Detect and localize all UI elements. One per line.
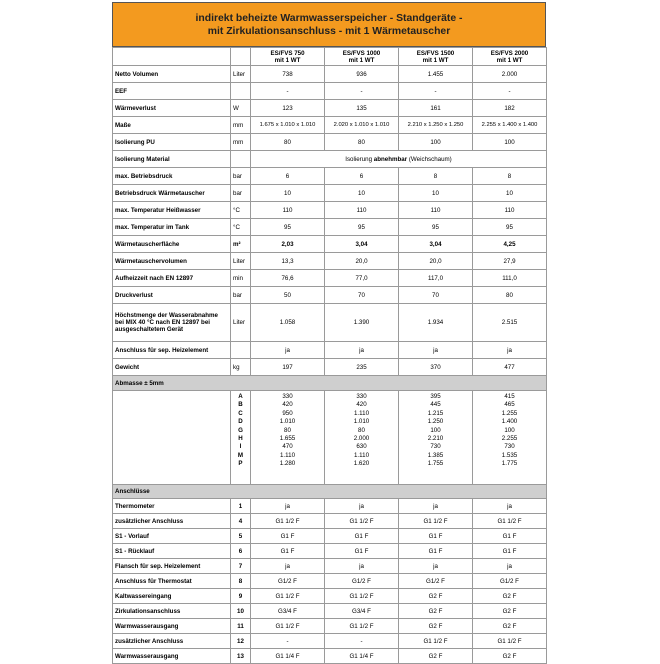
cell-value: G2 F: [473, 619, 547, 634]
cell-value: 235: [325, 359, 399, 376]
cell-value: 80: [325, 134, 399, 151]
cell-value: 2.255 x 1.400 x 1.400: [473, 117, 547, 134]
row-unit: bar: [231, 168, 251, 185]
cell-value: 80: [473, 287, 547, 304]
cell-value: ja: [251, 559, 325, 574]
cell-value: G2 F: [399, 604, 473, 619]
cell-value: G2 F: [473, 649, 547, 664]
model-name: ES/FVS 1000: [342, 49, 381, 57]
cell-value: 1.058: [251, 304, 325, 342]
model-header: [325, 48, 399, 66]
table-row: [113, 342, 547, 359]
cell-value: G2 F: [399, 619, 473, 634]
cell-value: 20,0: [325, 253, 399, 270]
cell-value: G2 F: [473, 604, 547, 619]
row-label: max. Betriebsdruck: [113, 168, 231, 185]
row-label: max. Temperatur im Tank: [113, 219, 231, 236]
row-label: zusätzlicher Anschluss: [113, 634, 231, 649]
table-row: [113, 619, 547, 634]
cell-value: G1 1/2 F: [325, 619, 399, 634]
blank-cell: [231, 48, 251, 66]
connection-number: 10: [231, 604, 251, 619]
cell-value: 738: [251, 66, 325, 83]
dimension-value: 80: [284, 426, 291, 434]
cell-value: 1.675 x 1.010 x 1.010: [251, 117, 325, 134]
cell-value: 100: [399, 134, 473, 151]
cell-value: 1.455: [399, 66, 473, 83]
dimension-letter: B: [238, 401, 243, 409]
section-header-connections: Anschlüsse: [113, 485, 547, 499]
cell-value: 4,25: [473, 236, 547, 253]
cell-value: G1 F: [399, 544, 473, 559]
row-label: Netto Volumen: [113, 66, 231, 83]
spec-sheet: [112, 2, 546, 660]
cell-value: -: [399, 83, 473, 100]
model-name: ES/FVS 1500: [416, 49, 455, 57]
spec-table: [112, 47, 547, 664]
section-header-row: [113, 485, 547, 499]
cell-value: G1 1/2 F: [325, 589, 399, 604]
row-label: Warmwasserausgang: [113, 619, 231, 634]
cell-value: ja: [473, 559, 547, 574]
cell-value: 100: [473, 134, 547, 151]
cell-value: 197: [251, 359, 325, 376]
table-row: [113, 151, 547, 168]
cell-value: 76,6: [251, 270, 325, 287]
dimension-letters: [231, 391, 251, 485]
table-row: [113, 117, 547, 134]
cell-value: 2.020 x 1.010 x 1.010: [325, 117, 399, 134]
dimension-letter: M: [237, 451, 244, 459]
dimension-value: 100: [504, 426, 515, 434]
row-label: S1 - Rücklauf: [113, 544, 231, 559]
insulation-bold: abnehmbar: [373, 155, 408, 163]
row-label: Maße: [113, 117, 231, 134]
cell-value: 110: [473, 202, 547, 219]
dimension-value: 1.010: [279, 418, 296, 426]
row-label: Betriebsdruck Wärmetauscher: [113, 185, 231, 202]
cell-value: 161: [399, 100, 473, 117]
table-row: [113, 499, 547, 514]
table-row: [113, 168, 547, 185]
table-row: [113, 202, 547, 219]
cell-value: G1 F: [325, 529, 399, 544]
table-row: [113, 649, 547, 664]
cell-value: -: [473, 83, 547, 100]
dimension-value: 80: [358, 426, 365, 434]
dimension-column: [399, 391, 473, 485]
row-unit: Liter: [231, 253, 251, 270]
table-row: [113, 634, 547, 649]
cell-value: G2 F: [399, 649, 473, 664]
cell-value: 13,3: [251, 253, 325, 270]
cell-value: ja: [251, 342, 325, 359]
cell-value: -: [325, 634, 399, 649]
cell-value: G1/2 F: [251, 574, 325, 589]
dimension-value: 1.110: [353, 451, 370, 459]
cell-value: G1 1/2 F: [473, 514, 547, 529]
connection-number: 7: [231, 559, 251, 574]
dimension-letter: D: [238, 418, 243, 426]
title-line-1: indirekt beheizte Warmwasserspeicher - Standgeräte -: [195, 12, 463, 24]
dimension-column: [325, 391, 399, 485]
model-name: ES/FVS 2000: [490, 49, 529, 57]
model-header: [251, 48, 325, 66]
row-unit: mm: [231, 134, 251, 151]
dimension-value: 395: [430, 393, 441, 400]
cell-value: G1 F: [325, 544, 399, 559]
cell-value: 3,04: [325, 236, 399, 253]
cell-value: 111,0: [473, 270, 547, 287]
row-label: Warmwasserausgang: [113, 649, 231, 664]
cell-value: 95: [473, 219, 547, 236]
dimension-value: 1.110: [279, 451, 296, 459]
cell-value: G1/2 F: [473, 574, 547, 589]
row-label: S1 - Vorlauf: [113, 529, 231, 544]
cell-value: G1 1/4 F: [251, 649, 325, 664]
row-unit: bar: [231, 287, 251, 304]
table-row: [113, 236, 547, 253]
cell-value: 3,04: [399, 236, 473, 253]
table-row: [113, 100, 547, 117]
dimension-value: 1.255: [501, 409, 518, 417]
row-label: Aufheizzeit nach EN 12897: [113, 270, 231, 287]
dimension-value: 1.655: [279, 434, 296, 442]
section-header-dimensions: Abmasse ± 5mm: [113, 376, 547, 391]
row-label: Wärmeverlust: [113, 100, 231, 117]
dimension-value: 1.010: [353, 418, 370, 426]
connection-number: 9: [231, 589, 251, 604]
connection-number: 8: [231, 574, 251, 589]
dimension-value: 330: [282, 393, 293, 400]
cell-value: G1 F: [251, 544, 325, 559]
cell-value: G1/2 F: [399, 574, 473, 589]
cell-value: G1 1/2 F: [325, 514, 399, 529]
cell-value: ja: [473, 342, 547, 359]
table-row: [113, 83, 547, 100]
table-row: [113, 287, 547, 304]
insulation-prefix: Isolierung: [345, 155, 374, 163]
cell-value: 70: [399, 287, 473, 304]
row-label: Wärmetauscherfläche: [113, 236, 231, 253]
dimension-value: 100: [430, 426, 441, 434]
insulation-suffix: (Weichschaum): [407, 155, 452, 163]
cell-value: 27,9: [473, 253, 547, 270]
blank-cell: [113, 48, 231, 66]
cell-value: -: [251, 83, 325, 100]
cell-value: -: [251, 634, 325, 649]
dimension-letter: H: [238, 434, 243, 442]
cell-value: 2.000: [473, 66, 547, 83]
cell-value: G1 1/2 F: [251, 589, 325, 604]
row-unit: W: [231, 100, 251, 117]
cell-value: 10: [325, 185, 399, 202]
cell-value: G1 1/4 F: [325, 649, 399, 664]
dimension-value: 465: [504, 401, 515, 409]
row-unit: bar: [231, 185, 251, 202]
connection-number: 1: [231, 499, 251, 514]
dimension-value: 1.775: [501, 460, 518, 468]
dimension-letter: I: [239, 443, 242, 451]
row-unit: °C: [231, 219, 251, 236]
section-header-row: [113, 376, 547, 391]
cell-value: 6: [251, 168, 325, 185]
cell-value: G1/2 F: [325, 574, 399, 589]
dimension-value: 415: [504, 393, 515, 400]
table-row: [113, 589, 547, 604]
table-row: [113, 219, 547, 236]
table-row: [113, 253, 547, 270]
row-label: Wärmetauschervolumen: [113, 253, 231, 270]
cell-value: G1 1/2 F: [473, 634, 547, 649]
cell-value: G1 1/2 F: [251, 514, 325, 529]
cell-value: ja: [399, 499, 473, 514]
cell-value: -: [325, 83, 399, 100]
connection-number: 4: [231, 514, 251, 529]
row-label: Höchstmenge der Wasserabnahme bei MIX 40 °C nach EN 12897 bei ausgeschaltetem Gerät: [113, 304, 231, 342]
insulation-note: [251, 151, 547, 168]
cell-value: ja: [251, 499, 325, 514]
cell-value: 77,0: [325, 270, 399, 287]
model-header: [399, 48, 473, 66]
cell-value: 477: [473, 359, 547, 376]
row-unit: [231, 83, 251, 100]
row-label: Gewicht: [113, 359, 231, 376]
cell-value: 2,03: [251, 236, 325, 253]
model-sub: mit 1 WT: [422, 56, 449, 64]
cell-value: ja: [399, 559, 473, 574]
cell-value: G1 1/2 F: [251, 619, 325, 634]
cell-value: 182: [473, 100, 547, 117]
row-label: zusätzlicher Anschluss: [113, 514, 231, 529]
cell-value: G1 F: [473, 529, 547, 544]
model-sub: mit 1 WT: [274, 56, 301, 64]
row-label: EEF: [113, 83, 231, 100]
cell-value: 936: [325, 66, 399, 83]
dimension-value: 420: [282, 401, 293, 409]
dimension-letter: P: [238, 460, 243, 468]
cell-value: G2 F: [473, 589, 547, 604]
cell-value: ja: [473, 499, 547, 514]
model-header: [473, 48, 547, 66]
table-row: [113, 185, 547, 202]
row-unit: m²: [231, 236, 251, 253]
cell-value: ja: [399, 342, 473, 359]
cell-value: G1 1/2 F: [399, 634, 473, 649]
row-label: Druckverlust: [113, 287, 231, 304]
table-row: [113, 544, 547, 559]
cell-value: G3/4 F: [325, 604, 399, 619]
row-label: Zirkulationsanschluss: [113, 604, 231, 619]
row-label: Isolierung PU: [113, 134, 231, 151]
dimension-value: 2.000: [353, 434, 370, 442]
cell-value: G2 F: [399, 589, 473, 604]
cell-value: 95: [251, 219, 325, 236]
model-sub: mit 1 WT: [348, 56, 375, 64]
dimension-value: 1.755: [427, 460, 444, 468]
connection-number: 11: [231, 619, 251, 634]
row-unit: [231, 342, 251, 359]
row-unit: kg: [231, 359, 251, 376]
cell-value: 1.934: [399, 304, 473, 342]
cell-value: 123: [251, 100, 325, 117]
model-header-row: [113, 48, 547, 66]
row-unit: min: [231, 270, 251, 287]
table-row: [113, 66, 547, 83]
connection-number: 12: [231, 634, 251, 649]
cell-value: 10: [251, 185, 325, 202]
dimension-value: 1.250: [427, 418, 444, 426]
cell-value: ja: [325, 559, 399, 574]
cell-value: 20,0: [399, 253, 473, 270]
dimension-value: 1.620: [353, 460, 370, 468]
dimension-value: 420: [356, 401, 367, 409]
dimension-value: 1.215: [427, 409, 444, 417]
title-line-2: mit Zirkulationsanschluss - mit 1 Wärmetauscher: [207, 25, 451, 37]
dimension-value: 1.535: [501, 451, 518, 459]
cell-value: 2.210 x 1.250 x 1.250: [399, 117, 473, 134]
row-label: Anschluss für sep. Heizelement: [113, 342, 231, 359]
row-unit: Liter: [231, 66, 251, 83]
table-row: [113, 514, 547, 529]
cell-value: 95: [399, 219, 473, 236]
cell-value: G3/4 F: [251, 604, 325, 619]
cell-value: ja: [325, 342, 399, 359]
dimension-value: 730: [504, 443, 515, 451]
cell-value: G1 1/2 F: [399, 514, 473, 529]
blank-cell: [113, 391, 231, 485]
row-label: Flansch für sep. Heizelement: [113, 559, 231, 574]
cell-value: 110: [325, 202, 399, 219]
cell-value: G1 F: [399, 529, 473, 544]
row-label: Thermometer: [113, 499, 231, 514]
cell-value: 10: [473, 185, 547, 202]
dimension-value: 330: [356, 393, 367, 400]
cell-value: 110: [399, 202, 473, 219]
cell-value: G1 F: [473, 544, 547, 559]
table-row: [113, 304, 547, 342]
cell-value: 110: [251, 202, 325, 219]
row-unit: °C: [231, 202, 251, 219]
table-row: [113, 359, 547, 376]
dimension-letter: C: [238, 409, 243, 417]
cell-value: 95: [325, 219, 399, 236]
connection-number: 13: [231, 649, 251, 664]
cell-value: ja: [325, 499, 399, 514]
model-sub: mit 1 WT: [496, 56, 523, 64]
cell-value: 1.390: [325, 304, 399, 342]
dimension-value: 1.280: [279, 460, 296, 468]
dimension-value: 950: [282, 409, 293, 417]
dimension-value: 2.255: [501, 434, 518, 442]
row-unit: [231, 151, 251, 168]
row-label: Anschluss für Thermostat: [113, 574, 231, 589]
cell-value: 370: [399, 359, 473, 376]
cell-value: 8: [473, 168, 547, 185]
dimension-column: [251, 391, 325, 485]
connection-number: 5: [231, 529, 251, 544]
dimension-value: 470: [282, 443, 293, 451]
row-unit: mm: [231, 117, 251, 134]
row-label: Isolierung Material: [113, 151, 231, 168]
row-label: Kaltwassereingang: [113, 589, 231, 604]
table-row: [113, 529, 547, 544]
table-row: [113, 270, 547, 287]
cell-value: 70: [325, 287, 399, 304]
dimensions-row: [113, 391, 547, 485]
cell-value: 2.515: [473, 304, 547, 342]
row-unit: Liter: [231, 304, 251, 342]
connection-number: 6: [231, 544, 251, 559]
dimension-value: 1.400: [501, 418, 518, 426]
dimension-value: 730: [430, 443, 441, 451]
row-label: max. Temperatur Heißwasser: [113, 202, 231, 219]
cell-value: 135: [325, 100, 399, 117]
dimension-letter: G: [238, 426, 243, 434]
dimension-letter: A: [238, 393, 243, 400]
dimension-column: [473, 391, 547, 485]
sheet-title: [112, 2, 546, 47]
table-row: [113, 604, 547, 619]
cell-value: 8: [399, 168, 473, 185]
dimension-value: 1.385: [427, 451, 444, 459]
dimension-value: 1.110: [353, 409, 370, 417]
cell-value: 117,0: [399, 270, 473, 287]
cell-value: 10: [399, 185, 473, 202]
dimension-value: 445: [430, 401, 441, 409]
dimension-value: 2.210: [427, 434, 444, 442]
cell-value: 6: [325, 168, 399, 185]
table-row: [113, 574, 547, 589]
cell-value: 80: [251, 134, 325, 151]
cell-value: 50: [251, 287, 325, 304]
table-row: [113, 134, 547, 151]
table-row: [113, 559, 547, 574]
model-name: ES/FVS 750: [270, 49, 305, 57]
cell-value: G1 F: [251, 529, 325, 544]
dimension-value: 630: [356, 443, 367, 451]
